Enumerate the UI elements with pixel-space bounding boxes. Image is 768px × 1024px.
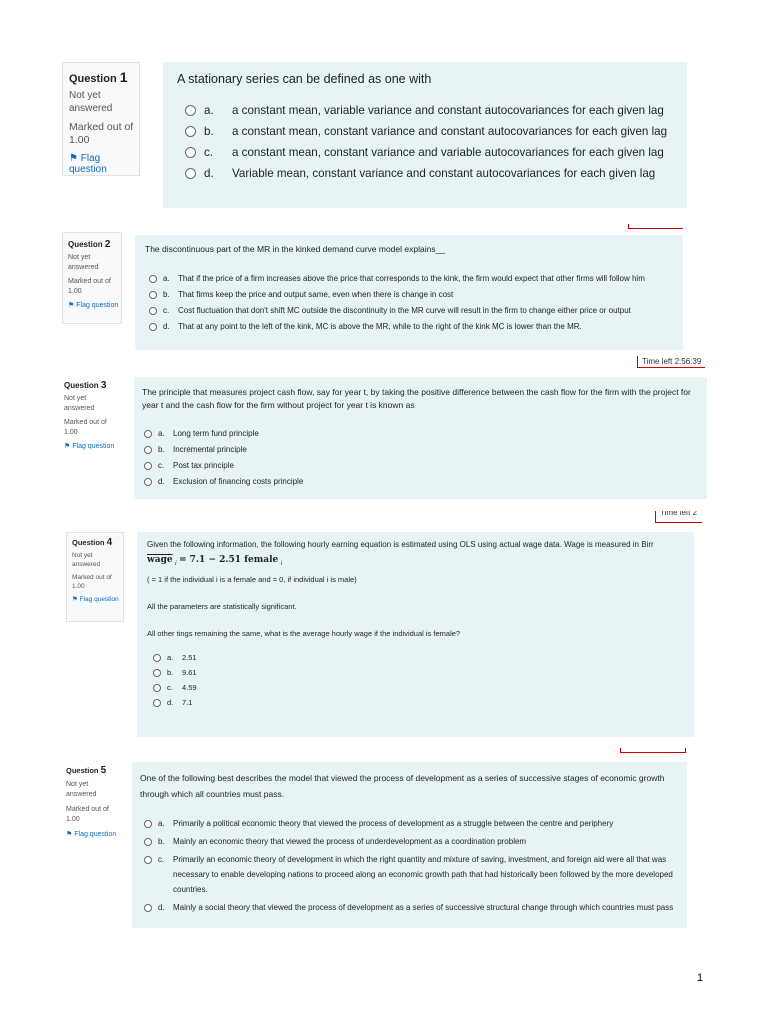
- radio-button[interactable]: [185, 147, 196, 158]
- option-letter: a.: [158, 819, 165, 828]
- option-b[interactable]: [149, 287, 683, 303]
- option-letter: c.: [158, 855, 165, 864]
- equation-subscript-2: i: [280, 560, 283, 567]
- option-a[interactable]: [153, 650, 694, 665]
- option-letter: c.: [204, 146, 214, 159]
- options-list: [153, 650, 694, 710]
- option-b[interactable]: [144, 834, 687, 849]
- option-text: 7.1: [182, 697, 193, 707]
- option-letter: b.: [158, 445, 165, 454]
- radio-button[interactable]: [185, 126, 196, 137]
- question-label: Question: [64, 381, 99, 390]
- option-c[interactable]: [144, 852, 687, 897]
- option-letter: c.: [163, 306, 170, 315]
- question-5-info: [61, 762, 119, 858]
- question-marks: Marked out of 1.00: [72, 574, 112, 590]
- option-letter: d.: [204, 167, 214, 180]
- option-text: Long term fund principle: [173, 429, 259, 438]
- radio-button[interactable]: [149, 323, 157, 331]
- option-text: Mainly an economic theory that viewed the process of underdevelopment as a coordination problem: [173, 837, 527, 846]
- radio-button[interactable]: [153, 684, 161, 692]
- option-d[interactable]: [153, 695, 694, 710]
- question-label: Question: [68, 240, 103, 249]
- flag-icon: ⚑: [68, 302, 75, 309]
- question-text: A stationary series can be defined as one with: [177, 72, 432, 86]
- option-text: Post tax principle: [173, 461, 234, 470]
- question-status: Not yet answered: [68, 254, 99, 271]
- option-b[interactable]: [153, 665, 694, 680]
- option-letter: a.: [163, 274, 170, 283]
- option-letter: b.: [158, 837, 165, 846]
- option-text: That if the price of a firm increases above the price that corresponds to the kink, the firm would expect that other firms will follow him: [178, 274, 645, 283]
- option-b[interactable]: [185, 121, 687, 142]
- question-4-info: [66, 532, 124, 622]
- question-status: Not yet answered: [72, 552, 101, 568]
- option-d[interactable]: [144, 474, 707, 490]
- radio-button[interactable]: [144, 446, 152, 454]
- question-1-content: [163, 62, 687, 208]
- question-text: Given the following information, the following hourly earning equation is estimated using OLS using actual wage data. Wage is measured in Birr: [147, 540, 654, 549]
- question-label: Question: [72, 538, 105, 547]
- option-letter: a.: [204, 104, 214, 117]
- option-text: 4.59: [182, 682, 197, 692]
- option-text: Cost fluctuation that don't shift MC outside the discontinuity in the MR curve will result in the firm to change either price or output: [178, 306, 631, 315]
- question-3-content: [134, 377, 707, 499]
- question-text: The discontinuous part of the MR in the kinked demand curve model explains__: [145, 244, 446, 254]
- question-status: Not yet answered: [69, 90, 113, 114]
- note-question: All other tings remaining the same, what is the average hourly wage if the individual is female?: [147, 628, 461, 638]
- options-list: [149, 271, 683, 335]
- option-letter: b.: [204, 125, 214, 138]
- time-left-text: Time left 2:56:39: [642, 357, 702, 366]
- equation: [147, 554, 694, 567]
- radio-button[interactable]: [144, 430, 152, 438]
- flag-label: Flag question: [79, 596, 119, 603]
- option-c[interactable]: [149, 303, 683, 319]
- flag-question-link[interactable]: [64, 442, 118, 450]
- option-letter: d.: [163, 322, 170, 331]
- time-left-indicator-partial: [655, 511, 702, 523]
- radio-button[interactable]: [144, 838, 152, 846]
- option-letter: b.: [163, 290, 170, 299]
- option-d[interactable]: [144, 900, 687, 915]
- question-number-value: 2: [104, 239, 111, 250]
- question-2-info: [62, 232, 122, 324]
- radio-button[interactable]: [185, 105, 196, 116]
- question-number: [69, 69, 139, 85]
- radio-button[interactable]: [149, 307, 157, 315]
- option-text: Mainly a social theory that viewed the process of development as a series of successive structural change through which countries must pass: [173, 903, 674, 912]
- option-text: That at any point to the left of the kink, MC is above the MR, while to the right of the kink MC is lower than the MR.: [178, 322, 582, 331]
- question-number-value: 4: [106, 537, 113, 548]
- question-marks: Marked out of 1.00: [69, 121, 134, 146]
- question-number: [68, 239, 121, 250]
- option-c[interactable]: [144, 458, 707, 474]
- timer-fragment: [628, 224, 683, 229]
- flag-question-link[interactable]: [66, 830, 119, 838]
- question-number-value: 5: [100, 765, 107, 776]
- option-d[interactable]: [185, 163, 687, 184]
- question-label: Question: [66, 766, 99, 775]
- question-number: [66, 765, 119, 776]
- option-letter: b.: [167, 667, 174, 677]
- question-label: Question: [69, 73, 117, 85]
- flag-question-link[interactable]: [69, 153, 139, 175]
- equation-subscript: i: [175, 560, 177, 567]
- radio-button[interactable]: [185, 168, 196, 179]
- flag-icon: ⚑: [64, 443, 71, 450]
- question-text: One of the following best describes the model that viewed the process of development as a series of successive stages of economic growth through which all countries must pass.: [140, 773, 665, 799]
- option-a[interactable]: [185, 100, 687, 121]
- question-marks: Marked out of 1.00: [68, 278, 111, 295]
- options-list: [144, 426, 707, 490]
- options-list: [185, 100, 687, 184]
- option-letter: a.: [167, 652, 174, 662]
- option-text: 2.51: [182, 652, 197, 662]
- radio-button[interactable]: [144, 462, 152, 470]
- question-number: [72, 537, 123, 548]
- option-text: Primarily a political economic theory that viewed the process of development as a struggle between the centre and periphery: [173, 819, 614, 828]
- option-text: That firms keep the price and output same, even when there is change in cost: [178, 290, 454, 299]
- option-text: a constant mean, constant variance and variable autocovariances for each given lag: [232, 146, 664, 159]
- question-marks: Marked out of 1.00: [64, 419, 107, 436]
- flag-question-link[interactable]: [68, 301, 121, 309]
- flag-label: Flag question: [69, 153, 107, 175]
- option-text: Incremental principle: [173, 445, 247, 454]
- question-3-info: [60, 377, 118, 465]
- question-marks: Marked out of 1.00: [66, 806, 109, 823]
- option-text: 9.61: [182, 667, 197, 677]
- option-letter: d.: [158, 477, 165, 486]
- radio-button[interactable]: [149, 275, 157, 283]
- timer-fragment: [620, 748, 686, 753]
- option-d[interactable]: [149, 319, 683, 335]
- variable-definition: ( = 1 if the individual i is a female and = 0, if individual i is male): [147, 574, 357, 584]
- option-a[interactable]: [149, 271, 683, 287]
- radio-button[interactable]: [144, 904, 152, 912]
- question-number: [64, 380, 118, 391]
- question-text: The principle that measures project cash flow, say for year t, by taking the positive difference between the cash flow for the firm with the project for year t and the cash flow for the firm without project for year t is known as: [142, 387, 691, 410]
- radio-button[interactable]: [153, 654, 161, 662]
- option-letter: d.: [158, 903, 165, 912]
- time-left-text: Time left 2: [660, 511, 698, 517]
- option-letter: c.: [158, 461, 165, 470]
- flag-icon: ⚑: [66, 831, 73, 838]
- page-number: 1: [697, 972, 704, 984]
- equation-rhs: = 7.1 − 2.51 female: [178, 555, 279, 565]
- radio-button[interactable]: [144, 856, 152, 864]
- flag-label: Flag question: [76, 302, 119, 309]
- question-number-value: 3: [100, 380, 107, 391]
- question-5-content: [132, 762, 687, 928]
- radio-button[interactable]: [144, 478, 152, 486]
- option-c[interactable]: [153, 680, 694, 695]
- option-text: a constant mean, constant variance and constant autocovariances for each given lag: [232, 125, 668, 138]
- question-number-value: 1: [119, 69, 128, 85]
- equation-lhs: wage: [147, 555, 173, 565]
- option-letter: a.: [158, 429, 165, 438]
- option-b[interactable]: [144, 442, 707, 458]
- option-text: a constant mean, variable variance and constant autocovariances for each given lag: [232, 104, 664, 117]
- option-text: Variable mean, constant variance and constant autocovariances for each given lag: [232, 167, 656, 180]
- option-text: Primarily an economic theory of development in which the right quantity and mixture of saving, investment, and foreign aid were all that was necessary to enable developing nations to proceed along an economic growth path that had historically been followed by the more developed countries.: [173, 855, 673, 894]
- option-a[interactable]: [144, 816, 687, 831]
- question-status: Not yet answered: [66, 781, 97, 798]
- radio-button[interactable]: [144, 820, 152, 828]
- question-1-info: [62, 62, 140, 176]
- time-left-indicator: [637, 356, 705, 368]
- note-significance: All the parameters are statistically significant.: [147, 601, 297, 611]
- radio-button[interactable]: [149, 291, 157, 299]
- option-letter: d.: [167, 697, 174, 707]
- question-4-content: [137, 532, 694, 737]
- flag-label: Flag question: [74, 831, 117, 838]
- question-status: Not yet answered: [64, 395, 95, 412]
- option-a[interactable]: [144, 426, 707, 442]
- option-letter: c.: [167, 682, 173, 692]
- option-c[interactable]: [185, 142, 687, 163]
- option-text: Exclusion of financing costs principle: [173, 477, 304, 486]
- flag-icon: ⚑: [72, 596, 78, 603]
- flag-label: Flag question: [72, 443, 115, 450]
- options-list: [144, 816, 687, 915]
- radio-button[interactable]: [153, 669, 161, 677]
- radio-button[interactable]: [153, 699, 161, 707]
- flag-question-link[interactable]: [72, 595, 123, 603]
- question-2-content: [135, 235, 683, 350]
- flag-icon: ⚑: [69, 153, 78, 164]
